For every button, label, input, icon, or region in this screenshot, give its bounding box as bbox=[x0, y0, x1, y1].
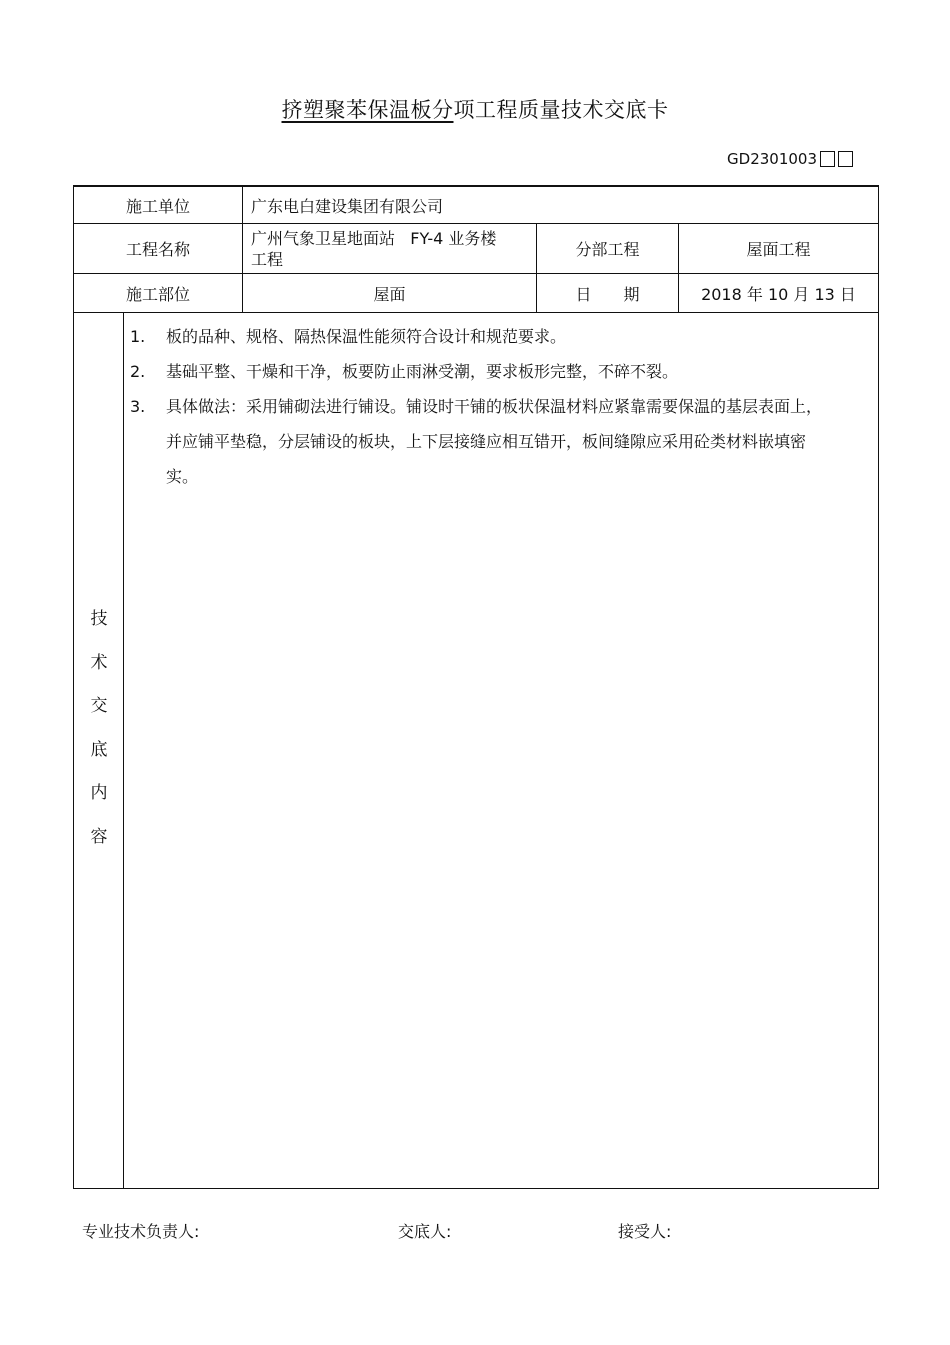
label-construction-part: 施工部位 bbox=[125, 284, 190, 304]
value-construction-unit: 广东电白建设集团有限公司 bbox=[242, 187, 878, 223]
label-project-name: 工程名称 bbox=[125, 240, 190, 259]
doc-code-text: GD2301003 bbox=[727, 150, 817, 168]
footer-receiver: 接受人: bbox=[618, 1222, 672, 1241]
list-item bbox=[124, 319, 878, 354]
value-date: 2018 年 10 月 13 日 bbox=[678, 274, 878, 312]
item-number: 1. bbox=[130, 327, 146, 346]
list-item bbox=[124, 354, 878, 389]
code-checkbox-1 bbox=[820, 151, 835, 167]
title-underlined: 挤塑聚苯保温板分 bbox=[281, 98, 454, 122]
doc-code bbox=[727, 150, 853, 168]
side-label bbox=[74, 598, 124, 860]
code-checkbox-2 bbox=[838, 151, 853, 167]
project-name-line1: 广州气象卫星地面站 FY-4 业务楼 bbox=[251, 228, 497, 248]
side-char: 术 bbox=[90, 652, 108, 673]
label-sub-project: 分部工程 bbox=[536, 224, 678, 273]
side-char: 容 bbox=[90, 826, 108, 847]
item-number: 3. bbox=[130, 397, 146, 416]
row-construction-part bbox=[74, 274, 878, 313]
value-construction-part: 屋面 bbox=[242, 274, 536, 312]
title-rest: 项工程质量技术交底卡 bbox=[453, 98, 669, 122]
project-name-line2: 工程 bbox=[251, 249, 284, 269]
value-sub-project: 屋面工程 bbox=[678, 224, 878, 273]
item-text: 板的品种、规格、隔热保温性能须符合设计和规范要求。 bbox=[166, 327, 567, 346]
side-label-column bbox=[74, 313, 124, 1188]
disclosure-content bbox=[74, 313, 878, 1188]
label-construction-unit: 施工单位 bbox=[125, 196, 190, 216]
content-items bbox=[124, 313, 878, 494]
footer-presenter: 交底人: bbox=[398, 1222, 452, 1241]
item-number: 2. bbox=[130, 362, 146, 381]
item-text: 具体做法：采用铺砌法进行铺设。铺设时干铺的板状保温材料应紧靠需要保温的基层表面上，并应铺平垫稳，分层铺设的板块，上下层接缝应相互错开，板间缝隙应采用砼类材料嵌填密实。 bbox=[166, 397, 823, 486]
value-project-name bbox=[242, 224, 536, 273]
list-item bbox=[124, 389, 878, 494]
side-char: 底 bbox=[90, 739, 108, 760]
side-char: 技 bbox=[90, 609, 108, 629]
document-title bbox=[0, 94, 950, 124]
side-char: 交 bbox=[90, 696, 108, 717]
row-project-name bbox=[74, 224, 878, 274]
side-char: 内 bbox=[90, 783, 108, 804]
footer-tech-lead: 专业技术负责人: bbox=[82, 1222, 200, 1241]
disclosure-table bbox=[73, 185, 879, 1189]
label-date: 日 期 bbox=[536, 274, 678, 312]
row-construction-unit bbox=[74, 187, 878, 224]
item-text: 基础平整、干燥和干净，板要防止雨淋受潮，要求板形完整，不碎不裂。 bbox=[166, 362, 679, 381]
